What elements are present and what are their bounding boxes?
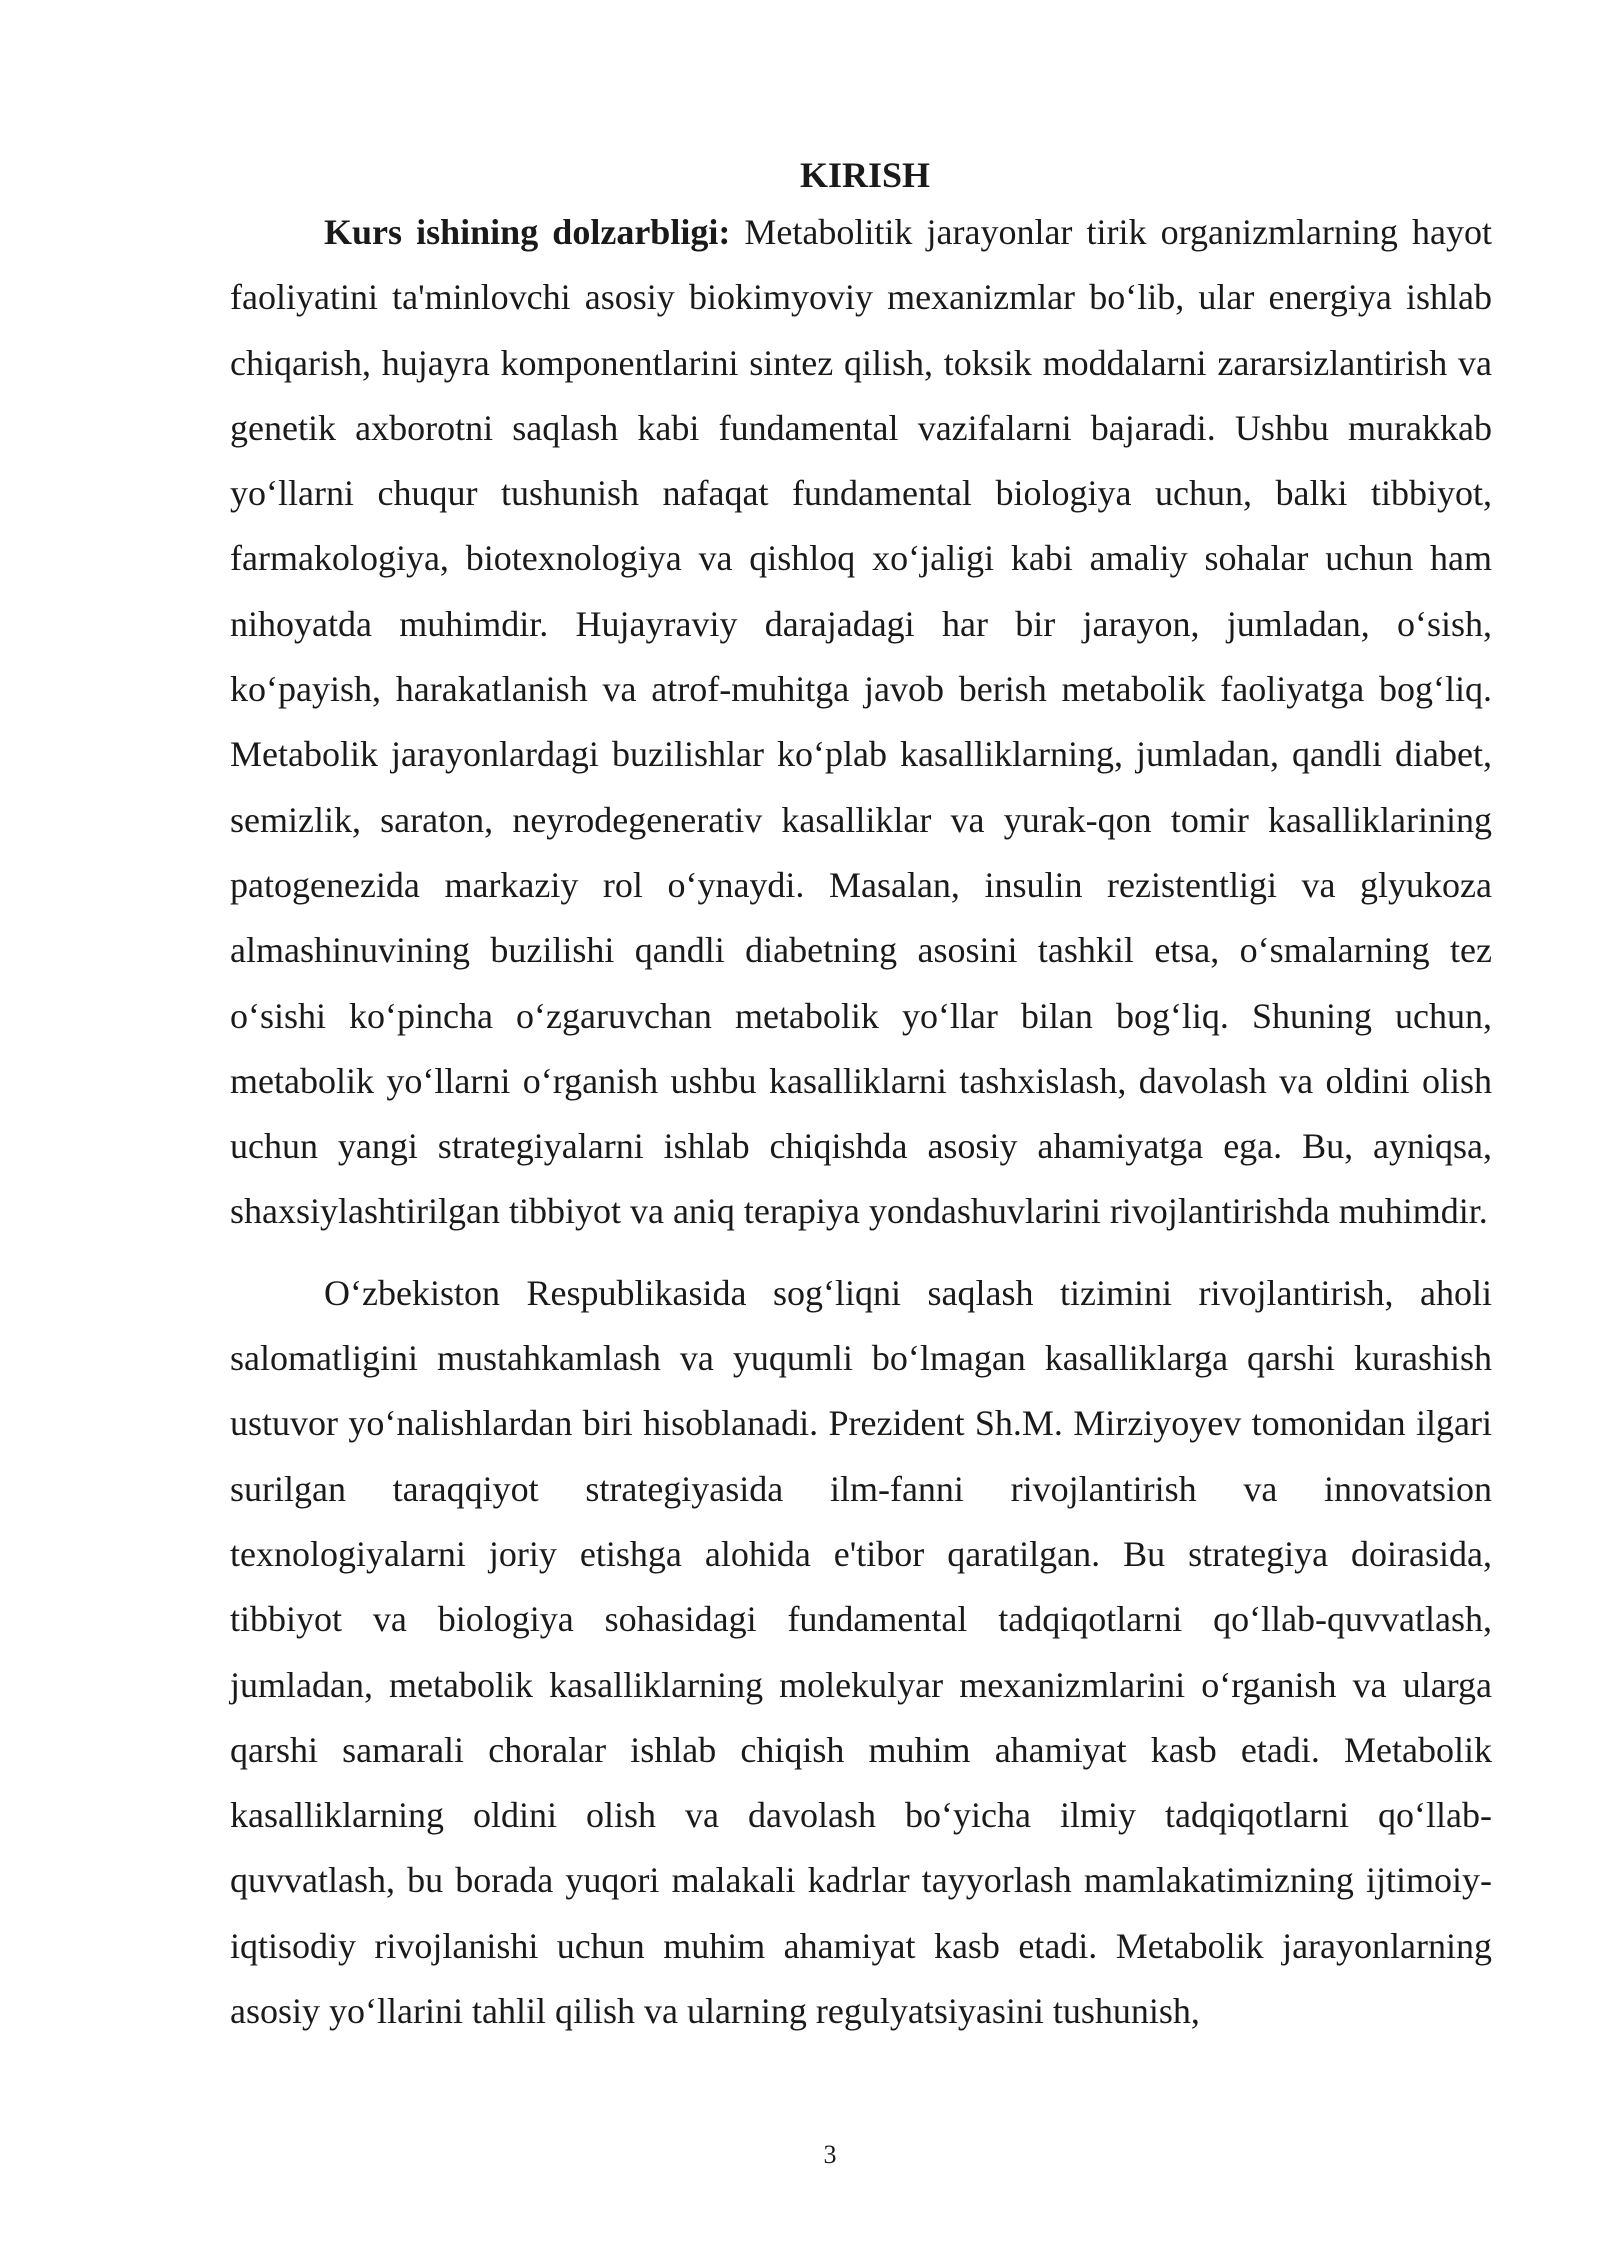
paragraph-text: Metabolitik jarayonlar tirik organizmlarning hayot faoliyatini ta'minlovchi asosiy biokimyoviy mexanizmlar bo‘lib, ular energiya ishlab chiqarish, hujayra komponentlarini sintez qilish, toksik moddalarni zararsizlantirish va genetik axborotni saqlash kabi fundamental vazifalarni bajaradi. Ushbu murakkab yo‘llarni chuqur tushunish nafaqat fundamental biologiya uchun, balki tibbiyot, farmakologiya, biotexnologiya va qishloq xo‘jaligi kabi amaliy sohalar uchun ham nihoyatda muhimdir. Hujayraviy darajadagi har bir jarayon, jumladan, o‘sish, ko‘payish, harakatlanish va atrof-muhitga javob berish metabolik faoliyatga bog‘liq. Metabolik jarayonlardagi buzilishlar ko‘plab kasalliklarning, jumladan, qandli diabet, semizlik, saraton, neyrodegenerativ kasalliklar va yurak-qon tomir kasalliklarining patogenezida markaziy rol o‘ynaydi. Masalan, insulin rezistentligi va glyukoza almashinuvining buzilishi qandli diabetning asosini tashkil etsa, o‘smalarning tez o‘sishi ko‘pincha o‘zgaruvchan metabolik yo‘llar bilan bog‘liq. Shuning uchun, metabolik yo‘llarni o‘rganish ushbu kasalliklarni tashxislash, davolash va oldini olish uchun yangi strategiyalarni ishlab chiqishda asosiy ahamiyatga ega. Bu, ayniqsa, shaxsiylashtirilgan tibbiyot va aniq terapiya yondashuvlarini rivojlantirishda muhimdir. xyxy=(230,212,1492,1232)
page-number: 3 xyxy=(823,2140,837,2169)
paragraph-relevance xyxy=(230,200,1492,1245)
page-title: KIRISH xyxy=(799,155,931,195)
paragraph-uzbekistan: O‘zbekiston Respublikasida sog‘liqni saqlash tizimini rivojlantirish, aholi salomatligini mustahkamlash va yuqumli bo‘lmagan kasalliklarga qarshi kurashish ustuvor yo‘nalishlardan biri hisoblanadi. Prezident Sh.M. Mirziyoyev tomonidan ilgari surilgan taraqqiyot strategiyasida ilm-fanni rivojlantirish va innovatsion texnologiyalarni joriy etishga alohida e'tibor qaratilgan. Bu strategiya doirasida, tibbiyot va biologiya sohasidagi fundamental tadqiqotlarni qo‘llab-quvvatlash, jumladan, metabolik kasalliklarning molekulyar mexanizmlarini o‘rganish va ularga qarshi samarali choralar ishlab chiqish muhim ahamiyat kasb etadi. Metabolik kasalliklarning oldini olish va davolash bo‘yicha ilmiy tadqiqotlarni qo‘llab-quvvatlash, bu borada yuqori malakali kadrlar tayyorlash mamlakatimizning ijtimoiy-iqtisodiy rivojlanishi uchun muhim ahamiyat kasb etadi. Metabolik jarayonlarning asosiy yo‘llarini tahlil qilish va ularning regulyatsiyasini tushunish, xyxy=(230,1272,1492,2032)
document-body xyxy=(230,150,1492,2044)
paragraph-lead: Kurs ishining dolzarbligi: xyxy=(324,212,731,252)
